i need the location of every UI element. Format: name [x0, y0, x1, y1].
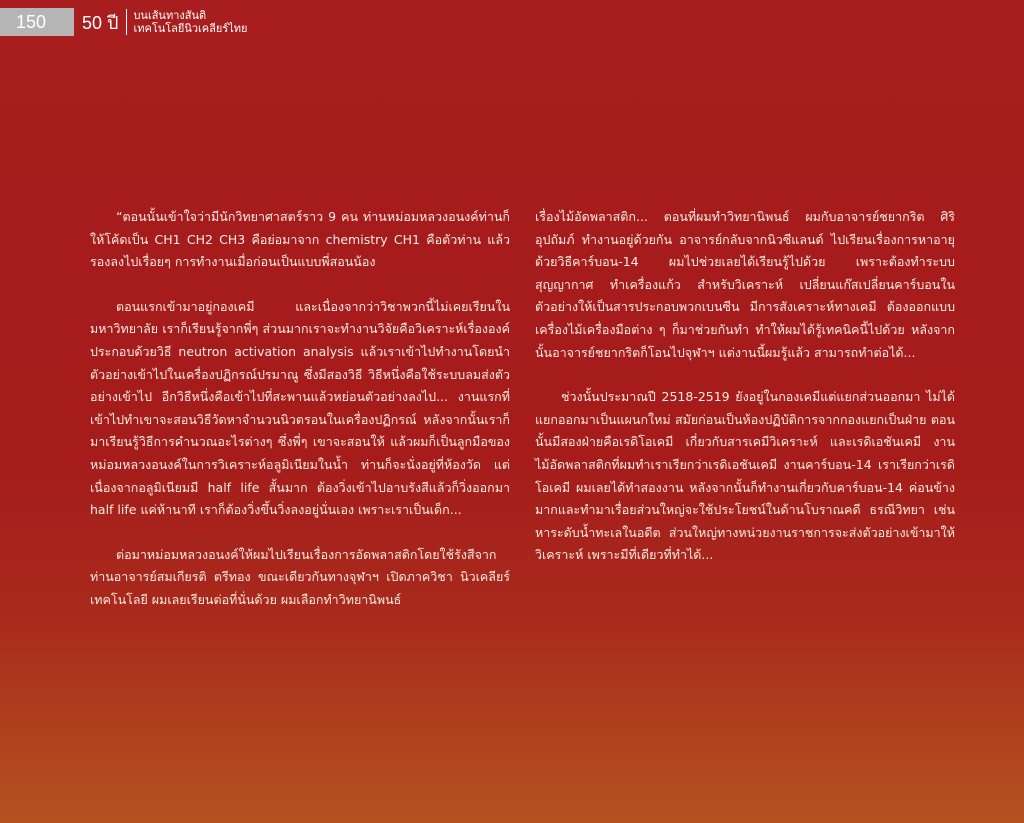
paragraph: ช่วงนั้นประมาณปี 2518-2519 ยังอยู่ในกองเคมีแต่แยกส่วนออกมา ไม่ได้แยกออกมาเป็นแผนกใหม่ สมัยก่อนเป็นห้องปฏิบัติการจากกองแยกเป็นฝ่าย ตอนนั้นมีสองฝ่ายคือเรดิโอเคมี เกี่ยวกับสารเคมีวิเคราะห์ และเรดิเอชันเคมี งานไม้อัดพลาสติกที่ผมทำเราเรียกว่าเรดิเอชันเคมี งานคาร์บอน-14 เราเรียกว่าเรดิโอเคมี ผมเลยได้ทำสองงาน หลังจากนั้นก็ทำงานเกี่ยวกับคาร์บอน-14 ค่อนข้างมากและทำมาเรื่อยส่วนใหญ่จะใช้ประโยชน์ในด้านโบราณคดี ธรณีวิทยา เช่น หาระดับน้ำทะเลในอดีต ส่วนใหญ่ทางหน่วยงานราชการจะส่งตัวอย่างเข้ามาให้วิเคราะห์ เพราะมีที่เดียวที่ทำได้... — [535, 389, 955, 563]
header-subtitle-line1: บนเส้นทางสันติ — [133, 9, 207, 22]
paragraph: เรื่องไม้อัดพลาสติก... ตอนที่ผมทำวิทยานิพนธ์ ผมกับอาจารย์ชยากริต ศิริอุปถัมภ์ ทำงานอยู่ด้วยกัน อาจารย์กลับจากนิวซีแลนด์ ไปเรียนเรื่องการหาอายุด้วยวิธีคาร์บอน-14 ผมไปช่วยเลยได้เรียนรู้ไปด้วย เพราะต้องทำระบบสุญญากาศ ทำเครื่องแก้ว สำหรับวิเคราะห์ เปลี่ยนแก๊สเปลี่ยนคาร์บอนในตัวอย่างให้เป็นสารประกอบพวกเบนซีน มีการสังเคราะห์ทางเคมี ต้องออกแบบเครื่องไม้เครื่องมือต่าง ๆ ก็มาช่วยกันทำ ทำให้ผมได้รู้เทคนิคนี้ไปด้วย หลังจากนั้นอาจารย์ชยากริตก็โอนไปจุฬาฯ แต่งานนี้ผมรู้แล้ว สามารถทำต่อได้... — [535, 209, 955, 360]
page-number: 150 — [0, 8, 74, 36]
right-column — [535, 206, 955, 567]
paragraph: ต่อมาหม่อมหลวงอนงค์ให้ผมไปเรียนเรื่องการอัดพลาสติกโดยใช้รังสีจากท่านอาจารย์สมเกียรติ ตรีทอง ขณะเดียวกันทางจุฬาฯ เปิดภาควิชา นิวเคลียร์เทคโนโลยี ผมเลยเรียนต่อที่นั่นด้วย ผมเลือกทำวิทยานิพนธ์ — [90, 546, 510, 607]
paragraph: ตอนแรกเข้ามาอยู่กองเคมี และเนื่องจากว่าวิชาพวกนี้ไม่เคยเรียนในมหาวิทยาลัย เราก็เรียนรู้จากพี่ๆ ส่วนมากเราจะทำงานวิจัยคือวิเคราะห์เรื่ององค์ประกอบด้วยวิธี neutron activation analysis แล้วเราเข้าไปทำงานโดยนำตัวอย่างเข้าไปในเครื่องปฏิกรณ์ปรมาณู ซึ่งมีสองวิธี วิธีหนึ่งคือใช้ระบบลมส่งตัวอย่างเข้าไป อีกวิธีหนึ่งคือเข้าไปที่สะพานแล้วหย่อนตัวอย่างลงไป... งานแรกที่เข้าไปทำเขาจะสอนวิธีวัดหาจำนวนนิวตรอนในเครื่องปฏิกรณ์ หลังจากนั้นเราก็มาเรียนรู้วิธีการคำนวณอะไรต่างๆ ซึ่งพี่ๆ เขาจะสอนให้ แล้วผมก็เป็นลูกมือของหม่อมหลวงอนงค์ในการวิเคราะห์อลูมิเนียมในน้ำ ท่านก็จะนั่งอยู่ที่ห้องวัด แต่เนื่องจากอลูมิเนียมมี half life สั้นมาก ต้องวิ่งเข้าไปอาบรังสีแล้วก็วิ่งออกมา half life แค่ห้านาที เราก็ต้องวิ่งขึ้นวิ่งลงอยู่นั่นเอง เพราะเราเป็นเด็ก... — [90, 298, 510, 518]
header-subtitle-line2: เทคโนโลยีนิวเคลียร์ไทย — [133, 22, 248, 35]
header-years: 50 ปี — [82, 12, 119, 33]
paragraph: “ตอนนั้นเข้าใจว่ามีนักวิทยาศาสตร์ราว 9 คน ท่านหม่อมหลวงอนงค์ท่านก็ให้โค้ดเป็น CH1 CH2 CH3 คือย่อมาจาก chemistry CH1 คือตัวท่าน แล้วรองลงไปเรื่อยๆ การทำงานเมื่อก่อนเป็นแบบพี่สอนน้อง — [90, 209, 510, 270]
running-header — [82, 8, 247, 36]
left-column — [90, 206, 510, 612]
header-subtitle — [126, 9, 247, 35]
